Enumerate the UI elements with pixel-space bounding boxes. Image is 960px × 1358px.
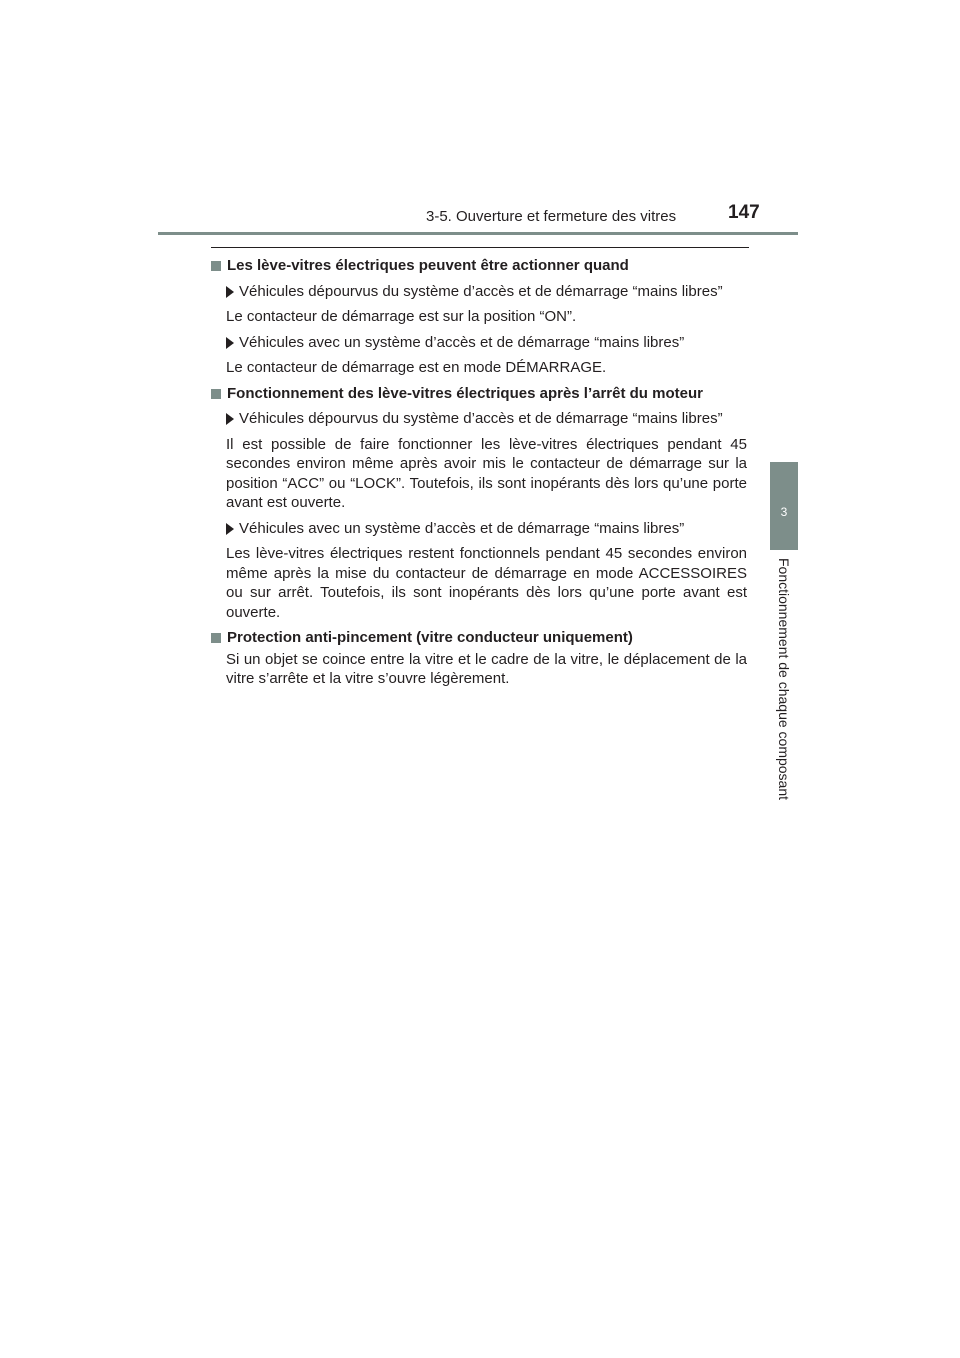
triangle-bullet-icon <box>226 286 234 298</box>
square-bullet-icon <box>211 389 221 399</box>
section-heading-text: Fonctionnement des lève-vitres électriques après l’arrêt du moteur <box>227 384 703 402</box>
condition-text: Véhicules dépourvus du système d’accès et de démarrage “mains libres” <box>239 410 723 427</box>
page-number: 147 <box>728 202 760 223</box>
paragraph: Le contacteur de démarrage est en mode DÉMARRAGE. <box>226 359 607 376</box>
section-heading-text: Les lève-vitres électriques peuvent être actionner quand <box>227 257 629 274</box>
section-heading-text: Protection anti-pincement (vitre conducteur uniquement) <box>227 629 633 646</box>
condition-text: Véhicules avec un système d’accès et de démarrage “mains libres” <box>239 333 685 351</box>
square-bullet-icon <box>211 261 221 271</box>
section-heading <box>211 628 747 648</box>
chapter-label <box>770 550 798 808</box>
header-rule <box>158 232 798 235</box>
section-heading <box>211 384 747 404</box>
condition-text: Véhicules avec un système d’accès et de démarrage “mains libres” <box>239 519 685 537</box>
square-bullet-icon <box>211 633 221 643</box>
chapter-label-text: Fonctionnement de chaque composant <box>776 557 792 801</box>
condition-bullet <box>226 333 747 353</box>
paragraph: Il est possible de faire fonctionner les lève-vitres électriques pendant 45 secondes environ même après avoir mis le contacteur de démarrage sur la position “ACC” ou “LOCK”. Toutefois, ils sont inopérants dès lors qu’une porte avant est ouverte. <box>226 435 747 511</box>
condition-bullet <box>226 519 747 539</box>
condition-bullet <box>226 409 747 429</box>
chapter-tab <box>770 462 798 550</box>
paragraph: Le contacteur de démarrage est sur la position “ON”. <box>226 308 577 325</box>
condition-bullet <box>226 282 747 302</box>
paragraph: Les lève-vitres électriques restent fonctionnels pendant 45 secondes environ même après la mise du contacteur de démarrage en mode ACCESSOIRES ou sur arrêt. Toutefois, ils sont inopérants dès lors qu’une porte avant est ouverte. <box>226 545 747 621</box>
triangle-bullet-icon <box>226 413 234 425</box>
page-content <box>211 256 747 695</box>
condition-text: Véhicules dépourvus du système d’accès et de démarrage “mains libres” <box>239 282 723 300</box>
chapter-tab-number: 3 <box>780 505 788 519</box>
triangle-bullet-icon <box>226 523 234 535</box>
section-heading <box>211 256 747 276</box>
paragraph: Si un objet se coince entre la vitre et le cadre de la vitre, le déplacement de la vitre s’arrête et la vitre s’ouvre légèrement. <box>226 650 747 687</box>
triangle-bullet-icon <box>226 337 234 349</box>
header-section-title: 3-5. Ouverture et fermeture des vitres <box>426 208 677 225</box>
content-rule <box>211 247 749 248</box>
